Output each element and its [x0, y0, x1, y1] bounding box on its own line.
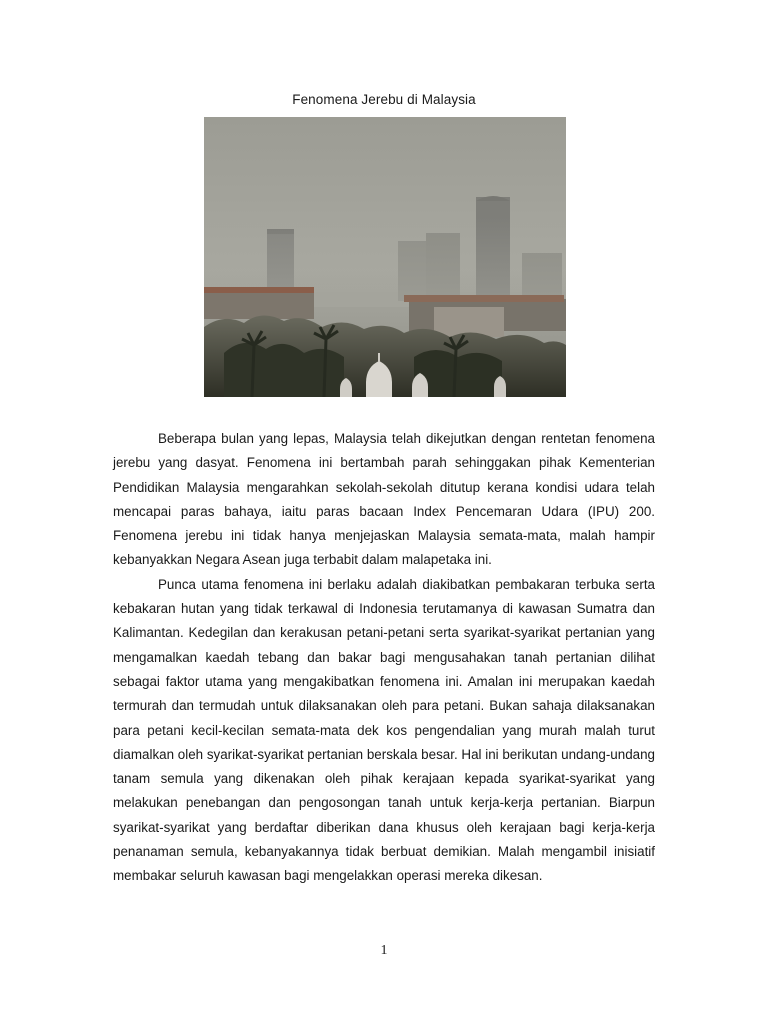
paragraph-2: Punca utama fenomena ini berlaku adalah diakibatkan pembakaran terbuka serta kebakaran hutan yang tidak terkawal di Indonesia terutamanya di kawasan Sumatra dan Kalimantan. Kedegilan dan kerakusan petani-petani serta syarikat-syarikat pertanian yang mengamalkan kaedah tebang dan bakar bagi mengusahakan tanah pertanian dilihat sebagai faktor utama yang mengakibatkan fenomena ini. Amalan ini merupakan kaedah termurah dan termudah untuk dilaksanakan oleh para petani. Bukan sahaja dilaksanakan para petani kecil-kecilan semata-mata dek kos pengendalian yang murah malah turut diamalkan oleh syarikat-syarikat pertanian berskala besar. Hal ini berikutan undang-undang tanam semula yang dikenakan oleh pihak kerajaan kepada syarikat-syarikat yang melakukan penebangan dan pengosongan tanah untuk kerja-kerja pertanian. Biarpun syarikat-syarikat yang berdaftar diberikan dana khusus oleh kerajaan bagi kerja-kerja penanaman semula, kebanyakannya tidak berbuat demikian. Malah mengambil inisiatif membakar seluruh kawasan bagi mengelakkan operasi mereka dikesan. — [113, 576, 655, 884]
paragraph-1: Beberapa bulan yang lepas, Malaysia telah dikejutkan dengan rentetan fenomena jerebu yang dasyat. Fenomena ini bertambah parah sehinggakan pihak Kementerian Pendidikan Malaysia mengarahkan sekolah-sekolah ditutup kerana kondisi udara telah mencapai paras bahaya, iaitu paras bacaan Index Pencemaran Udara (IPU) 200. Fenomena jerebu ini tidak hanya menjejaskan Malaysia semata-mata, malah hampir kebanyakkan Negara Asean juga terbabit dalam malapetaka ini. — [113, 431, 655, 568]
document-title: Fenomena Jerebu di Malaysia — [292, 92, 476, 107]
document-body — [113, 427, 655, 889]
haze-city-photo — [204, 117, 566, 397]
page-number: 1 — [380, 943, 388, 958]
